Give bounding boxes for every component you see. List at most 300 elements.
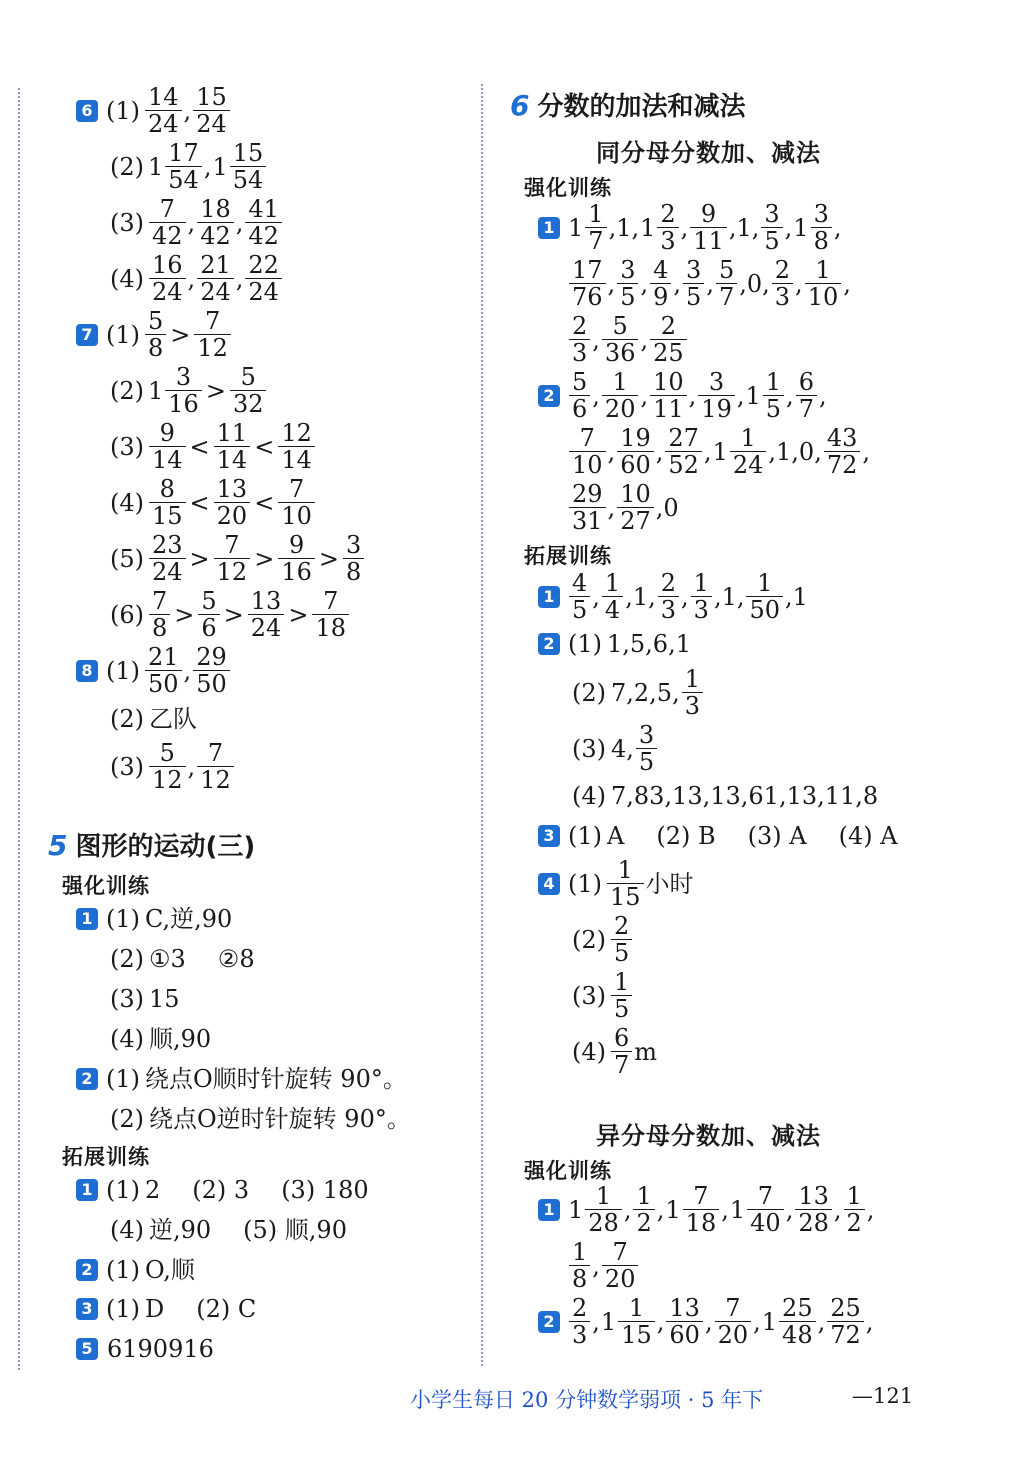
answer-text: , [183,96,192,125]
extend-heading: 拓展训练 [524,543,612,568]
numerator: 29 [572,480,603,508]
denominator: 6 [569,395,590,422]
comparison-sign: > [205,376,226,405]
row-label: (1) [106,905,140,933]
numerator: 1 [846,1182,862,1210]
numerator: 23 [152,531,183,559]
whole-number: 1 [212,152,228,181]
denominator: 52 [665,451,702,478]
denominator: 20 [214,502,251,529]
q6-row-2 [110,140,267,193]
answer-text: ,1, [728,213,760,242]
fraction [214,532,251,585]
s5-q2-row-2 [110,1107,412,1131]
q7-row-6 [110,588,350,641]
answer-text: 4, [611,734,634,763]
numerator: 4 [572,569,588,597]
fraction [278,532,315,585]
fraction [617,425,654,478]
answer [144,644,231,697]
fraction [602,313,639,366]
fraction [569,313,590,366]
fraction [194,308,231,361]
question-badge: 2 [538,385,560,407]
fraction [278,476,315,529]
fraction [214,420,251,473]
answer [568,257,852,310]
row-label: (1) [568,630,602,658]
fraction [145,84,182,137]
denominator: 3 [658,596,679,623]
denominator: 40 [747,1209,784,1236]
answer [606,857,695,910]
row-label: (2) [572,678,606,707]
answer-text: 绕点O顺时针旋转 90°。 [145,1065,407,1093]
fraction [245,196,282,249]
whole-number: 1 [600,1307,617,1336]
answer [568,369,828,422]
denominator: 18 [312,614,349,641]
q7-row-4 [110,476,316,529]
denominator: 12 [197,766,234,793]
numerator: 1 [595,1182,612,1210]
whole-number: 1 [729,1195,746,1224]
comparison-sign: > [189,544,210,573]
denominator: 11 [650,395,687,422]
answer [610,969,633,1022]
denominator: 16 [278,558,315,585]
section-number: 6 [510,89,530,122]
answer-text: 7,2,5, [611,678,680,707]
denominator: 8 [811,227,832,254]
s6-q2-line-3 [568,481,680,534]
fraction [795,1183,832,1236]
s6-q2-line-2 [568,425,871,478]
question-badge: 2 [76,1259,98,1281]
numerator: 7 [579,424,595,452]
row-label: (3) [110,208,144,237]
fraction [761,201,782,254]
numerator: 7 [152,587,168,615]
numerator: 7 [288,475,305,503]
denominator: 10 [278,502,315,529]
left-margin-dotted-line [18,88,20,1370]
numerator: 15 [232,139,264,167]
fraction [602,570,623,623]
answer-text: D [145,1295,165,1323]
answer-text: , [640,381,649,410]
denominator: 3 [691,596,712,623]
denominator: 7 [585,227,606,254]
question-badge: 1 [538,1199,560,1221]
comparison-sign: > [223,600,244,629]
denominator: 5 [617,283,638,310]
denominator: 8 [149,614,170,641]
denominator: 10 [805,283,842,310]
denominator: 36 [602,339,639,366]
numerator: 7 [207,739,224,767]
answer-text: , [843,269,851,298]
answer-text: , [753,1307,761,1336]
numerator: 1 [815,256,831,284]
numerator: 3 [175,363,192,391]
numerator: 3 [708,368,725,396]
numerator: 7 [205,307,221,335]
answer-text: (3) A [747,822,807,850]
numerator: 3 [620,256,636,284]
s5-e3-row-1 [76,1297,257,1321]
fraction [772,257,793,310]
denominator: 32 [230,390,267,417]
row-label: (2) [572,925,606,954]
fraction [278,420,315,473]
answer [148,1218,348,1242]
denominator: 8 [569,1265,590,1292]
comparison-sign: < [189,432,210,461]
row-label: (4) [572,1037,606,1066]
fraction [690,201,727,254]
denominator: 14 [278,446,315,473]
s6-e4-row-4 [572,1025,658,1078]
numerator: 21 [200,251,231,279]
numerator: 7 [757,1182,774,1210]
answer [148,947,256,971]
numerator: 11 [216,419,248,447]
fraction [779,1295,816,1348]
fraction [824,425,861,478]
denominator: 20 [602,1265,639,1292]
whole-number: 1 [568,213,584,242]
numerator: 41 [248,195,279,223]
numerator: 1 [684,665,700,693]
row-label: (2) [110,152,144,181]
answer [148,532,365,585]
denominator: 25 [650,339,687,366]
fraction [747,1183,784,1236]
row-label: (1) [106,320,140,349]
row-label: (1) [106,1256,140,1284]
answer-text: , [592,1251,600,1280]
fraction [193,644,230,697]
question-badge: 1 [538,217,560,239]
answer-text: ,0, [739,269,770,298]
numerator: 15 [196,83,227,111]
answer-text: (3) 180 [281,1176,369,1204]
s5-e5-row-1 [76,1337,215,1361]
denominator: 76 [569,283,606,310]
fraction [657,201,678,254]
answer-text: ②8 [217,945,255,973]
denominator: 42 [197,222,234,249]
denominator: 24 [149,558,186,585]
row-label: (6) [110,600,144,629]
denominator: 24 [193,110,230,137]
s6-e2-row-1 [538,632,692,656]
answer-text: , [235,264,244,293]
fraction [611,1025,632,1078]
fraction [198,588,219,641]
fraction [746,570,783,623]
denominator: 50 [145,670,182,697]
numerator: 3 [686,256,702,284]
denominator: 5 [569,596,590,623]
answer [568,1239,639,1292]
answer-text: , [623,1195,632,1224]
answer-text: ,1, [608,213,640,242]
denominator: 60 [666,1321,703,1348]
fraction [214,476,251,529]
answer-text: , [688,381,697,410]
answer-text: , [703,437,712,466]
denominator: 50 [746,596,783,623]
numerator: 18 [200,195,231,223]
answer-text: O,顺 [145,1256,195,1284]
denominator: 7 [716,283,737,310]
answer [610,722,658,775]
fraction [569,257,606,310]
s6-e4-row-2 [572,913,633,966]
fraction [691,570,712,623]
answer [568,481,680,534]
row-label: (3) [110,432,144,461]
answer [148,196,283,249]
fraction [633,1183,654,1236]
numerator: 7 [224,531,240,559]
denominator: 7 [611,1051,632,1078]
numerator: 1 [636,1182,652,1210]
numerator: 3 [345,531,362,559]
answer-text: , [681,582,689,611]
fraction [715,1295,752,1348]
answer-text: 小时 [645,869,694,898]
answer-text: , [640,325,649,354]
denominator: 6 [198,614,219,641]
denominator: 14 [214,446,251,473]
row-label: (4) [110,1216,144,1244]
numerator: 1 [588,200,604,228]
numerator: 9 [288,531,305,559]
answer [148,707,198,731]
question-badge: 2 [76,1068,98,1090]
q8-row-3 [110,740,235,793]
section-5-heading [48,826,255,863]
denominator: 20 [715,1321,752,1348]
numerator: 10 [620,480,651,508]
numerator: 7 [693,1182,709,1210]
answer [606,824,899,848]
numerator: 1 [617,856,633,884]
answer-text: , [592,381,600,410]
numerator: 5 [148,307,164,335]
subsection-heading: 同分母分数加、减法 [596,139,821,167]
fraction [149,196,186,249]
s6-e4-row-1 [538,857,695,910]
answer [148,476,316,529]
fraction [618,1295,655,1348]
denominator: 54 [165,166,202,193]
row-label: (5) [110,544,144,573]
numerator: 14 [148,83,179,111]
answer [568,201,843,254]
s6-t1-line-1 [538,1183,875,1236]
fraction [312,588,349,641]
s6-e4-row-3 [572,969,633,1022]
fraction [197,740,234,793]
numerator: 29 [196,643,227,671]
denominator: 24 [730,451,767,478]
answer [148,140,267,193]
numerator: 1 [765,368,782,396]
answer-text: , [786,381,794,410]
denominator: 9 [650,283,671,310]
fraction [716,257,737,310]
answer-text: , [656,1307,665,1336]
q7-row-3 [110,420,316,473]
answer-text: , [592,1307,600,1336]
row-label: (3) [110,985,144,1013]
numerator: 12 [281,419,312,447]
answer-text: , [817,1307,826,1336]
answer-text: , [866,1195,875,1224]
numerator: 13 [669,1294,700,1322]
row-label: (2) [110,376,144,405]
strengthen-heading: 强化训练 [62,873,150,898]
answer [568,1183,875,1236]
row-label: (3) [572,734,606,763]
answer-text: , [183,656,192,685]
answer [610,784,879,808]
fraction [149,588,170,641]
question-badge: 5 [76,1338,98,1360]
numerator: 1 [604,569,621,597]
fraction [165,140,202,193]
fraction [165,364,202,417]
answer-text: ,0 [655,493,679,522]
row-label: (1) [106,1295,140,1323]
numerator: 7 [159,195,175,223]
s5-e1-row-2 [110,1218,348,1242]
fraction [149,420,186,473]
answer-text: , [784,213,793,242]
row-label: (1) [106,1176,140,1204]
numerator: 16 [152,251,183,279]
q6-row-4 [110,252,283,305]
q8-row-2 [110,707,198,731]
row-label: (1) [568,822,602,850]
answer-text: , [865,1307,874,1336]
numerator: 10 [653,368,684,396]
fraction [193,84,230,137]
fraction [650,313,687,366]
answer-text: , [680,213,689,242]
numerator: 3 [638,721,655,749]
q7-row-5 [110,532,365,585]
numerator: 1 [612,368,628,396]
row-label: (4) [572,782,606,810]
fraction [827,1295,864,1348]
fraction [602,1239,639,1292]
answer-text: (2) B [656,822,716,850]
numerator: 1 [614,968,630,996]
answer [144,1178,370,1202]
fraction [149,740,186,793]
row-label: (1) [106,1065,140,1093]
s5-e2-row-1 [76,1258,196,1282]
numerator: 6 [614,1024,630,1052]
row-label: (4) [110,1025,144,1053]
answer [148,420,316,473]
denominator: 28 [585,1209,622,1236]
numerator: 2 [572,312,588,340]
s5-e1-row-1 [76,1178,370,1202]
denominator: 4 [602,596,623,623]
fraction [149,252,186,305]
row-label: (4) [110,264,144,293]
numerator: 22 [248,251,279,279]
numerator: 5 [612,312,628,340]
answer [144,308,232,361]
fraction [611,969,632,1022]
numerator: 2 [774,256,791,284]
fraction [569,369,590,422]
s5-q1-row-4 [110,1027,212,1051]
numerator: 2 [660,312,677,340]
numerator: 1 [757,569,773,597]
denominator: 15 [149,502,186,529]
whole-number: 1 [712,437,728,466]
strengthen-heading: 强化训练 [524,1158,612,1183]
row-label: (3) [572,981,606,1010]
fraction [248,588,285,641]
section-title: 图形的运动(三) [75,832,256,862]
answer [106,1337,215,1361]
answer [144,1258,196,1282]
fraction [617,481,654,534]
denominator: 50 [193,670,230,697]
comparison-sign: > [318,544,339,573]
answer-text: ①3 [149,945,186,973]
footer-book-title: 小学生每日 20 分钟数学弱项 · 5 年下 [410,1388,764,1412]
answer-text: m [634,1037,658,1066]
answer-text: , [833,1195,842,1224]
whole-number: 1 [793,213,809,242]
comparison-sign: < [189,488,210,517]
answer-text: , [607,437,616,466]
numerator: 2 [572,1294,588,1322]
answer [610,666,704,719]
fraction [611,913,632,966]
numerator: 13 [216,475,248,503]
answer-text: (2) C [196,1295,257,1323]
denominator: 5 [763,395,784,422]
q7-row-1 [76,308,232,361]
denominator: 15 [607,883,644,910]
numerator: 1 [740,424,756,452]
answer [568,1295,874,1348]
answer-text: A [607,822,625,850]
fraction [650,369,687,422]
denominator: 12 [194,334,231,361]
numerator: 3 [764,200,780,228]
answer [144,1297,257,1321]
denominator: 11 [690,227,727,254]
answer-text: , [607,493,616,522]
answer-text: , [655,437,664,466]
denominator: 24 [245,278,282,305]
numerator: 17 [572,256,603,284]
answer [148,252,283,305]
answer-text: , [704,1307,713,1336]
